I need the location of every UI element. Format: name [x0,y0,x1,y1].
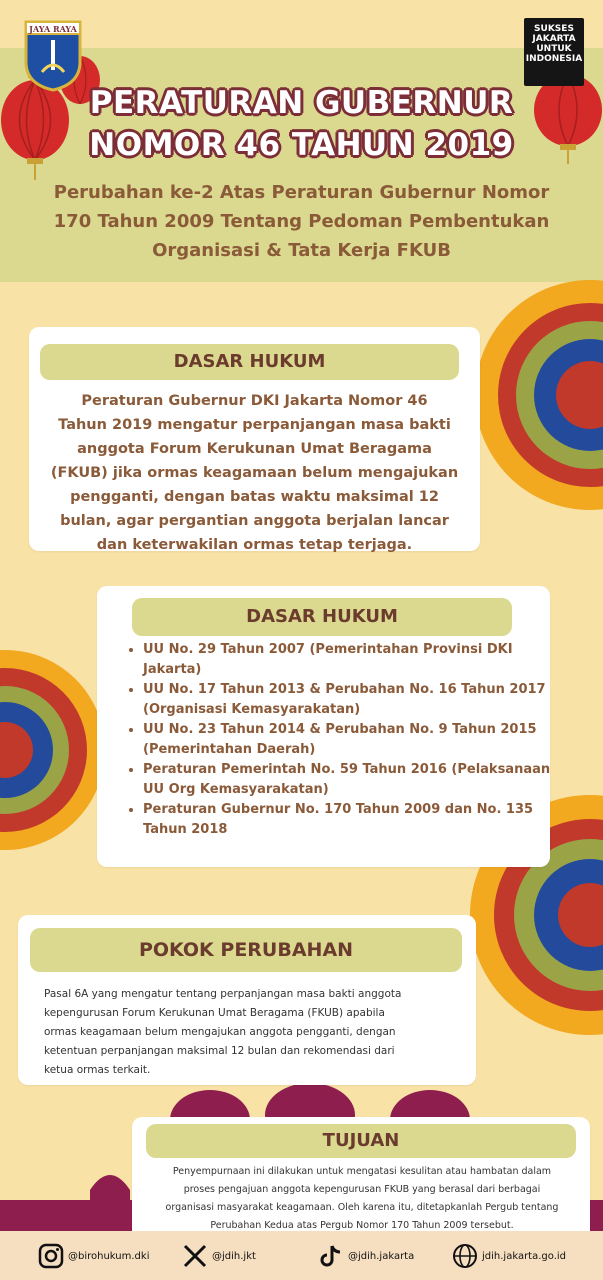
instagram-icon [38,1243,64,1269]
subtitle-line-2: 170 Tahun 2009 Tentang Pedoman Pembentukan [53,211,550,232]
section4-line-4: Perubahan Kedua atas Pergub Nomor 170 Tahun 2009 tersebut. [210,1220,514,1231]
tiktok-icon [318,1243,344,1269]
legal-basis-item-3: • UU No. 23 Tahun 2014 & Perubahan No. 9 Tahun 2015 (Pemerintahan Daerah) [143,720,553,760]
sukses-jakarta-line-2: JAKARTA [532,34,576,44]
section1-line-3: anggota Forum Kerukunan Umat Beragama [77,441,432,457]
section3-line-2: kepengurusan Forum Kerukunan Umat Beragama (FKUB) apabila [44,1007,385,1019]
sukses-jakarta-line-1: SUKSES [534,24,574,34]
x-handle: @jdih.jkt [212,1250,256,1262]
section-dasar-hukum-1-heading: DASAR HUKUM [40,344,459,380]
page-subtitle [30,178,573,265]
section-dasar-hukum-1-text [40,389,469,557]
legal-basis-item-1: • UU No. 29 Tahun 2007 (Pemerintahan Provinsi DKI Jakarta) [143,640,553,680]
section4-line-2: proses pengajuan anggota kepengurusan FKUB yang berasal dari berbagai [183,1184,541,1195]
section4-line-3: organisasi masyarakat keagamaan. Oleh karena itu, ditetapkanlah Pergub tentang [165,1202,559,1213]
page-title [0,82,603,166]
section3-line-1: Pasal 6A yang mengatur tentang perpanjangan masa bakti anggota [44,988,402,1000]
section-dasar-hukum-2-heading: DASAR HUKUM [132,598,512,636]
section-tujuan-heading: TUJUAN [146,1124,576,1158]
tiktok-handle: @jdih.jakarta [348,1250,415,1262]
section1-line-1: Peraturan Gubernur DKI Jakarta Nomor 46 [81,393,428,409]
section3-line-3: ormas keagamaan belum mengajukan anggota pengganti, dengan [44,1026,396,1038]
section1-line-7: dan keterwakilan ormas tetap terjaga. [96,537,413,553]
x-logo-icon [182,1243,208,1269]
title-line-1: PERATURAN GUBERNUR [89,85,514,121]
sukses-jakarta-line-4: INDONESIA [525,54,583,64]
mandala-right-top-icon [480,270,603,520]
section-pokok-perubahan-heading: POKOK PERUBAHAN [30,928,462,972]
section-tujuan-text [140,1163,584,1235]
section1-line-6: bulan, agar pergantian anggota berjalan lancar [60,513,449,529]
jaya-raya-logo-text: JAYA RAYA [29,24,77,34]
legal-basis-item-4: • Peraturan Pemerintah No. 59 Tahun 2016 (Pelaksanaan UU Org Kemasyarakatan) [143,760,553,800]
section3-line-5: ketua ormas terkait. [44,1064,151,1076]
section1-line-2: Tahun 2019 mengatur perpanjangan masa bakti [58,417,451,433]
section1-line-4: (FKUB) jika ormas keagamaan belum mengajukan [50,465,459,481]
section3-line-4: ketentuan perpanjangan maksimal 12 bulan dan rekomendasi dari [44,1045,395,1057]
mandala-left-icon [0,630,105,870]
header-top-strip [0,0,603,48]
website-url: jdih.jakarta.go.id [482,1250,567,1262]
instagram-handle: @birohukum.dki [68,1250,150,1262]
footer-x[interactable] [182,1243,256,1269]
section4-line-1: Penyempurnaan ini dilakukan untuk mengatasi kesulitan atau hambatan dalam [172,1166,552,1177]
subtitle-line-1: Perubahan ke-2 Atas Peraturan Gubernur Nomor [53,182,550,203]
title-line-2: NOMOR 46 TAHUN 2019 [89,127,514,163]
footer-instagram[interactable] [38,1243,149,1269]
section-pokok-perubahan-text [44,985,464,1080]
legal-basis-list [123,640,553,840]
footer-website[interactable] [452,1243,566,1269]
subtitle-line-3: Organisasi & Tata Kerja FKUB [152,240,451,261]
section1-line-5: pengganti, dengan batas waktu maksimal 12 [70,489,439,505]
sukses-jakarta-line-3: UNTUK [536,44,572,54]
legal-basis-item-5: • Peraturan Gubernur No. 170 Tahun 2009 dan No. 135 Tahun 2018 [143,800,553,840]
globe-icon [452,1243,478,1269]
sukses-jakarta-logo [524,18,584,86]
footer-tiktok[interactable] [318,1243,414,1269]
legal-basis-item-2: • UU No. 17 Tahun 2013 & Perubahan No. 16 Tahun 2017 (Organisasi Kemasyarakatan) [143,680,553,720]
